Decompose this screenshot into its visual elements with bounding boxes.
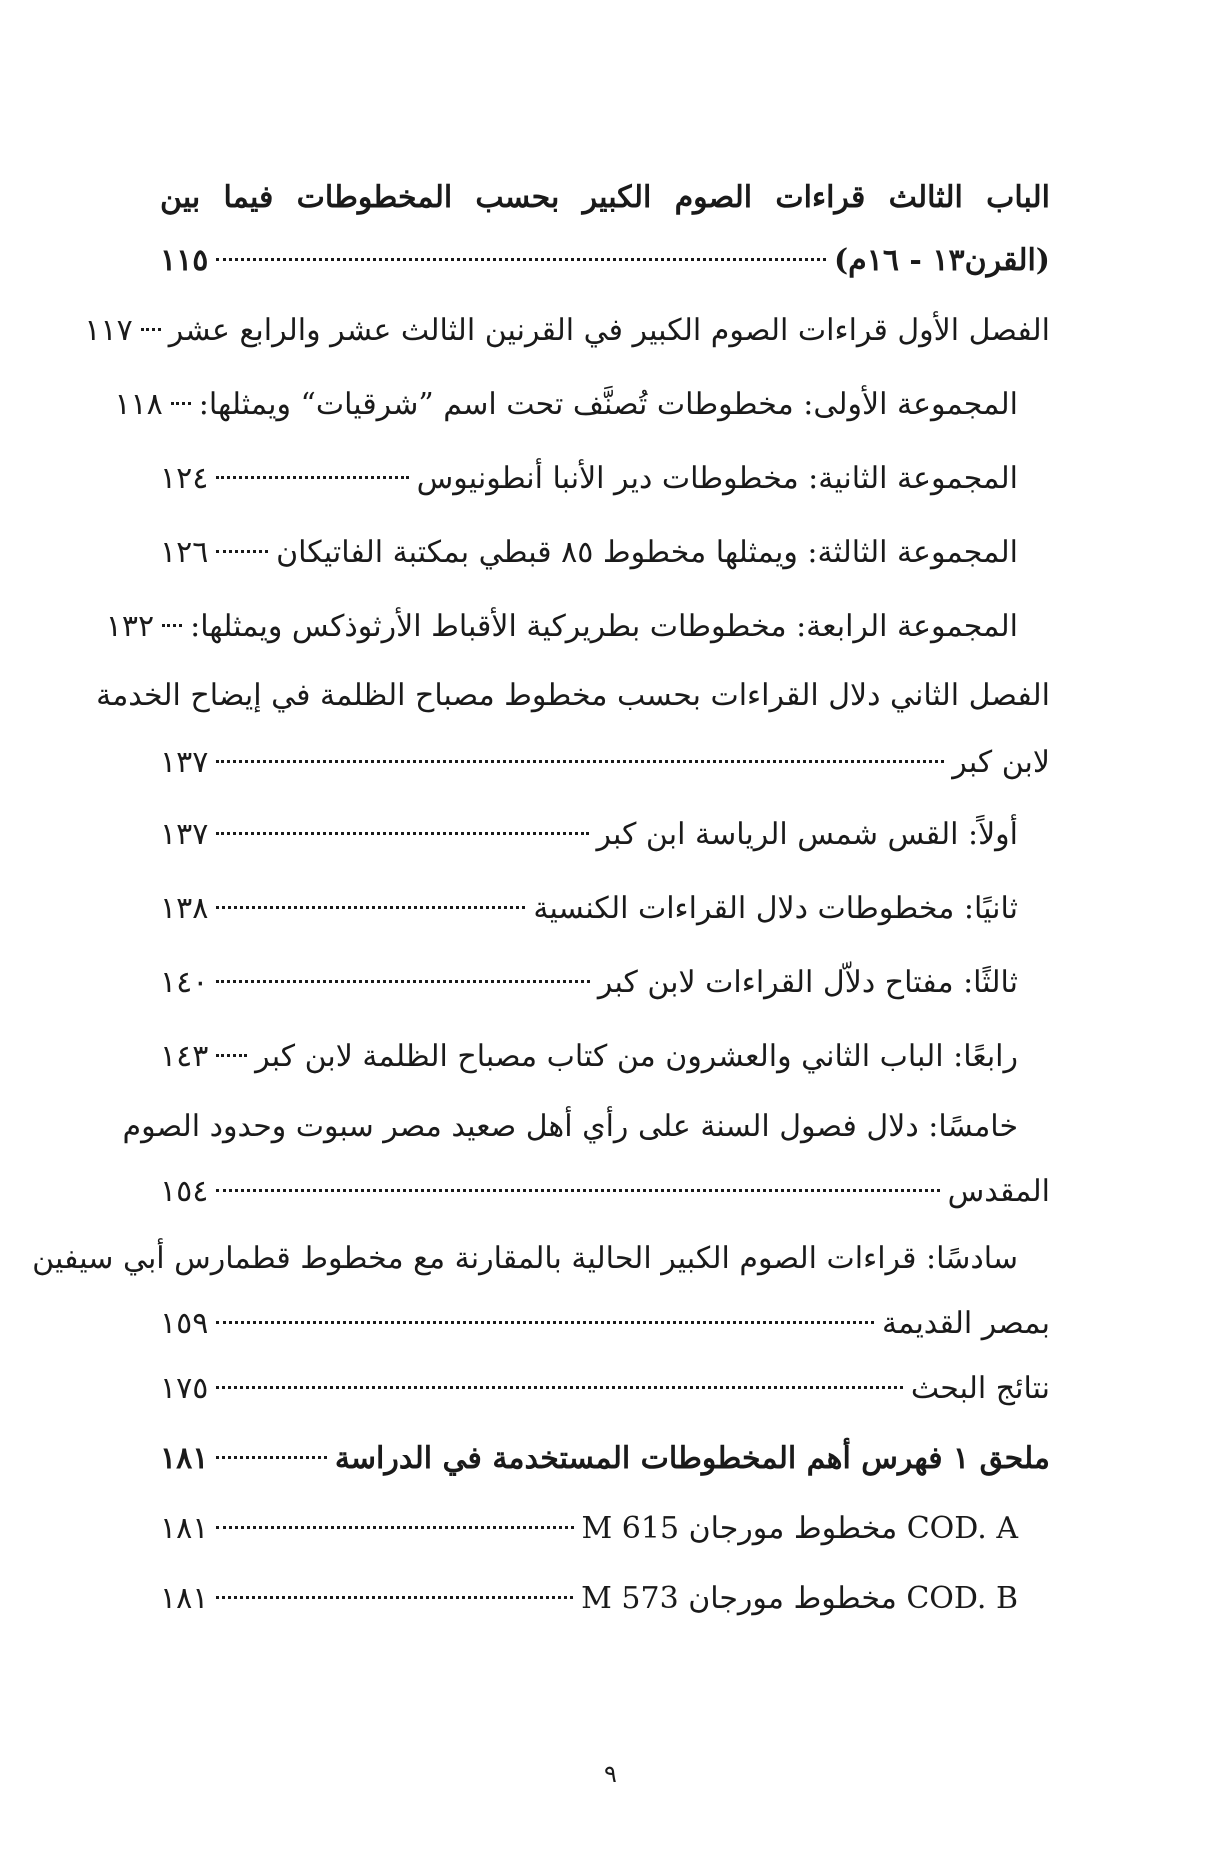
toc-entry-title: رابعًا: الباب الثاني والعشرون من كتاب مصباح الظلمة لابن كبر: [255, 1039, 1018, 1074]
toc-page-number: ١٤٠: [160, 965, 209, 1000]
toc-page-number: ١٣٢: [105, 609, 155, 644]
toc-entry-title: المجموعة الرابعة: مخطوطات بطريركية الأقباط الأرثوذكس ويمثلها:: [190, 609, 1018, 644]
toc-entry-part-three[interactable]: [160, 168, 1050, 294]
toc-entry-title: ملحق ١ فهرس أهم المخطوطات المستخدمة في الدراسة: [334, 1441, 1050, 1476]
toc-entry-results[interactable]: [160, 1354, 1050, 1424]
toc-entry-group-two[interactable]: [160, 442, 1050, 516]
toc-page-number: ١١٥: [160, 243, 209, 278]
toc-entry-title-line1: خامسًا: دلال فصول السنة على رأي أهل صعيد مصر سبوت وحدود الصوم: [122, 1109, 1018, 1144]
leader-dots: [216, 1054, 247, 1057]
toc-page-number: ١٥٤: [160, 1174, 209, 1209]
leader-dots: [171, 402, 191, 405]
toc-page-number: ١٣٧: [160, 817, 209, 852]
leader-dots: [216, 1386, 903, 1389]
leader-dots: [216, 550, 268, 553]
toc-entry-title: أولاً: القس شمس الرياسة ابن كبر: [596, 817, 1018, 852]
toc-entry-title: المجموعة الثانية: مخطوطات دير الأنبا أنطونيوس: [416, 461, 1018, 496]
toc-page-number: ١٣٨: [160, 891, 209, 926]
leader-dots: [216, 906, 525, 909]
leader-dots: [216, 1456, 326, 1459]
toc-entry-title: المقدس: [947, 1174, 1050, 1209]
toc-entry-title: (القرن١٣ - ١٦م): [833, 243, 1050, 278]
toc-entry-third[interactable]: [160, 946, 1050, 1020]
toc-entry-title: نتائج البحث: [910, 1371, 1050, 1406]
toc-page-number: ١٨١: [160, 1441, 209, 1476]
toc-entry-title: ثالثًا: مفتاح دلاّل القراءات لابن كبر: [597, 965, 1018, 1000]
toc-page-number: ١١٧: [84, 313, 133, 348]
leader-dots: [216, 258, 826, 261]
toc-page-number: ١٨١: [160, 1581, 209, 1616]
toc-page-number: ١٣٧: [160, 745, 209, 780]
toc-entry-sixth[interactable]: [32, 1224, 1050, 1354]
toc-entry-title-line1: سادسًا: قراءات الصوم الكبير الحالية بالمقارنة مع مخطوط قطمارس أبي سيفين: [32, 1241, 1018, 1276]
leader-dots: [216, 1526, 573, 1529]
toc-entry-title-line1: الفصل الثاني دلال القراءات بحسب مخطوط مصباح الظلمة في إيضاح الخدمة: [96, 678, 1050, 713]
leader-dots: [216, 1189, 939, 1192]
leader-dots: [216, 832, 588, 835]
table-of-contents: [32, 168, 1050, 1634]
toc-entry-first[interactable]: [160, 798, 1050, 872]
toc-entry-title-line1: الباب الثالث قراءات الصوم الكبير بحسب المخطوطات فيما بين: [160, 180, 1050, 215]
toc-entry-group-three[interactable]: [160, 516, 1050, 590]
toc-entry-group-four[interactable]: [105, 590, 1050, 664]
toc-page-number: ١٨١: [160, 1511, 209, 1546]
toc-page-number: ١٤٣: [160, 1039, 209, 1074]
toc-entry-chapter-one[interactable]: [84, 294, 1050, 368]
toc-entry-title: ثانيًا: مخطوطات دلال القراءات الكنسية: [533, 891, 1018, 926]
toc-page-number: ١٧٥: [160, 1371, 209, 1406]
leader-dots: [216, 1321, 874, 1324]
toc-entry-title: لابن كبر: [952, 745, 1050, 780]
leader-dots: [216, 980, 590, 983]
toc-entry-appendix-one[interactable]: [160, 1424, 1050, 1494]
toc-entry-title: المجموعة الثالثة: ويمثلها مخطوط ٨٥ قبطي بمكتبة الفاتيكان: [276, 535, 1018, 570]
toc-page-number: ١٥٩: [160, 1306, 209, 1341]
leader-dots: [216, 1596, 573, 1599]
toc-entry-title: COD. A مخطوط مورجان M 615: [581, 1511, 1018, 1546]
toc-entry-cod-a[interactable]: [160, 1494, 1050, 1564]
toc-entry-title: بمصر القديمة: [882, 1306, 1050, 1341]
toc-entry-title: المجموعة الأولى: مخطوطات تُصنَّف تحت اسم ”شرقيات“ ويمثلها:: [198, 387, 1018, 422]
toc-entry-chapter-two[interactable]: [96, 664, 1050, 798]
toc-entry-title: الفصل الأول قراءات الصوم الكبير في القرنين الثالث عشر والرابع عشر: [168, 313, 1050, 348]
toc-entry-fourth[interactable]: [160, 1020, 1050, 1094]
leader-dots: [216, 476, 408, 479]
toc-entry-cod-b[interactable]: [160, 1564, 1050, 1634]
toc-entry-title: COD. B مخطوط مورجان M 573: [581, 1581, 1018, 1616]
leader-dots: [141, 328, 161, 331]
toc-page-number: ١٢٤: [160, 461, 209, 496]
toc-entry-group-one[interactable]: [114, 368, 1050, 442]
toc-entry-second[interactable]: [160, 872, 1050, 946]
page-number: ٩: [604, 1760, 617, 1788]
toc-page-number: ١١٨: [114, 387, 163, 422]
toc-page-number: ١٢٦: [160, 535, 209, 570]
leader-dots: [216, 760, 944, 763]
leader-dots: [162, 624, 182, 627]
toc-entry-fifth[interactable]: [122, 1094, 1050, 1224]
